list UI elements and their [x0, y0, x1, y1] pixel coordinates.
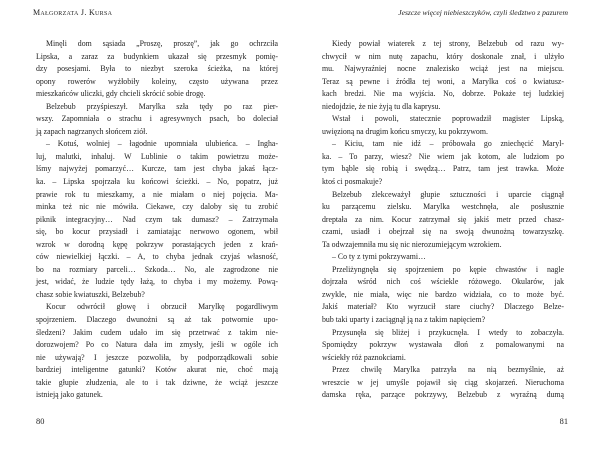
text-line: lśmy najwyżej pomarzyć… Kurcze, tam jest chyba jakaś łącz- [36, 164, 278, 174]
right-page-body [322, 38, 564, 402]
text-line: opony rowerów wyżłobiły koleiny, często używana przez [36, 76, 278, 86]
text-line: Jakiś materiał? Kto wyrzucił stare ciuchy? Dlaczego Belze- [322, 302, 564, 312]
text-line: dreptała za nim. Kocur zatrzymał się jakiś metr przed chasz- [322, 214, 564, 224]
text-line: minka też nic nie mówiła. Ciekawe, czy daloby się tu zrobić [36, 202, 278, 212]
text-line: bub taki uparty i zaciągnął ją na z takim napięciem? [322, 315, 486, 325]
text-line: bo na rozmiary parceli… Szkoda… No, ale zagrodzone nie [36, 264, 278, 274]
text-line: spojrzeniem. Dlaczego dwunożni są aż tak potwornie upo- [36, 315, 278, 325]
text-line: niedojdzie, że nie żyją tu dla kaprysu. [322, 101, 441, 111]
right-page [300, 0, 600, 454]
text-line: wściekły róż paznokciami. [322, 352, 406, 362]
text-line: wzrok w dorodną kępę pokrzyw porastających jeden z krań- [36, 239, 278, 249]
text-line: mieszkańców uliczki, gdy chcieli skrócić sobie drogę. [36, 89, 206, 99]
text-line: Przez chwilę Marylka patrzyła na nią bezmyślnie, aż [332, 365, 564, 375]
text-line: wszy. Zapomniała o strachu i agresywnych psach, bo doleciał [36, 114, 278, 124]
running-header-author: Małgorzata J. Kursa [33, 8, 113, 17]
text-line: – Kiciu, tam nie idź – próbowała go zniechęcić Maryl- [332, 139, 564, 149]
text-line: Przeliżyngnęła się spojrzeniem po kępie chwastów i nagle [332, 264, 564, 274]
text-line: dojrzała wśród nich coś wściekle różowego. Okularów, jak [322, 277, 564, 287]
text-line: ku parzącemu zielsku. Marylka westchnęła, ale posłusznie [322, 202, 564, 212]
text-line: damska ręka, parzące pokrzywy, Belzebub z wyraźną dumą [322, 390, 564, 400]
text-line: mu. Najwyraźniej nocne znalezisko wciąż jest na miejscu. [322, 64, 564, 74]
text-line: Teraz są pewne i źródła tej woni, a Marylka coś o kwiatusz- [322, 76, 564, 86]
text-line: dorozwojem? Po co Natura dała im zmysły, jeśli w ogóle ich [36, 340, 278, 350]
text-line: Belzebub zlekceważył głupie sztuczności i uparcie ciągnął [332, 189, 564, 199]
text-line: Wstał i powoli, statecznie poprowadził magister Lipską, [332, 114, 564, 124]
text-line: Belzebub przyśpieszył. Marylka szła tędy po raz pier- [46, 101, 278, 111]
running-header-chapter-title: Jeszcze więcej niebieszczyków, czyli śledztwo z pazurem [398, 8, 568, 17]
text-line: istnieją jako gatunek. [36, 390, 103, 400]
text-line: czami, usiadł i obejrzał się na swoją dwunożną towarzyszkę. [322, 227, 564, 237]
text-line: Lipska, a zaraz za budynkiem ukazał się przesmyk pomię- [36, 51, 278, 61]
page-number-left: 80 [36, 417, 45, 426]
text-line: jest, widać, że ludzie tędy łażą, to chyba i my możemy. Pową- [36, 277, 278, 287]
text-line: nie używają? I jeszcze pozwoliła, by podporządkowali sobie [36, 352, 278, 362]
text-line: kach bredzi. Nie ma wyjścia. No, dobrze. Pokaże tej ludzkiej [322, 89, 564, 99]
text-line: ktoś ci posmakuje? [322, 177, 383, 187]
text-line: Kocur odwrócił głowę i obrzucił Marylkę pogardliwym [46, 302, 278, 312]
text-line: Przysunęła się bliżej i przykucnęła. I wtedy to zobaczyła. [332, 327, 564, 337]
text-line: Ta odwzajemniła mu się nic nierozumiejącym wzrokiem. [322, 239, 502, 249]
text-line: piknik integracyjny… Nad czym tak dumasz? – Zatrzymała [36, 214, 278, 224]
text-line: uwięzioną na drugim końcu smyczy, ku pokrzywom. [322, 126, 488, 136]
text-line: śledzeni? Jakim cudem udało im się przetrwać z takim nie- [36, 327, 278, 337]
text-line: prawie rok tu mieszkamy, a nie miałam o niej pojęcia. Ma- [36, 189, 278, 199]
text-line: bardziej inteligentne gatunki? Kotów akurat nie, choć mają [36, 365, 278, 375]
text-line: – Kotuś, wolniej – łagodnie upomniała ulubieńca. – Ingha- [46, 139, 278, 149]
text-line: ka. – Lipska spojrzała ku końcowi ścieżki. – No, popatrz, już [36, 177, 278, 187]
text-line: Spomiędzy pokrzyw wystawała dłoń z pomalowanymi na [322, 340, 564, 350]
text-line: ców niewielkiej łączki. – A, to chyba jednak czyjaś własność, [36, 252, 278, 262]
text-line: takie głupie złudzenia, ale to i tak dziwne, że wciąż jeszcze [36, 377, 278, 387]
page-number-right: 81 [559, 417, 568, 426]
text-line: wreszcie w jej umyśle pojawił się ciąg skojarzeń. Nieruchoma [322, 377, 564, 387]
text-line: ka. – To parzy, wiesz? Nie wiem jak kotom, ale ludziom po [322, 151, 564, 161]
text-line: zwykle, nie miała, więc nie bardzo widziała, co to może być. [322, 289, 564, 299]
text-line: chasz sobie kwiatuszki, Belzebub? [36, 289, 145, 299]
text-line: Kiedy powiał wiaterek z tej strony, Belzebub od razu wy- [332, 39, 564, 48]
text-line: ją zapach nagrzanych słońcem ziół. [36, 126, 148, 136]
text-line: luj, malutki, inhaluj. W Lublinie o takim powietrzu może- [36, 151, 278, 161]
text-line: – Co ty z tymi pokrzywami… [332, 252, 426, 262]
left-page-body [36, 38, 278, 402]
text-line: tym bąble się robią i swędzą… Patrz, tam jest trawka. Może [322, 164, 564, 174]
text-line: dzy posesjami. Była to niezbyt szeroka ścieżka, na której [36, 64, 278, 74]
text-line: chwycił w nim nutę zapachu, który doskonale znał, i ulżyło [322, 51, 564, 61]
text-line: się, bo kocur przysiadł i zamiatając nerwowo ogonem, wbił [36, 227, 278, 237]
text-line: Minęli dom sąsiada „Proszę, proszę”, jak go ochrzciła [46, 39, 278, 48]
